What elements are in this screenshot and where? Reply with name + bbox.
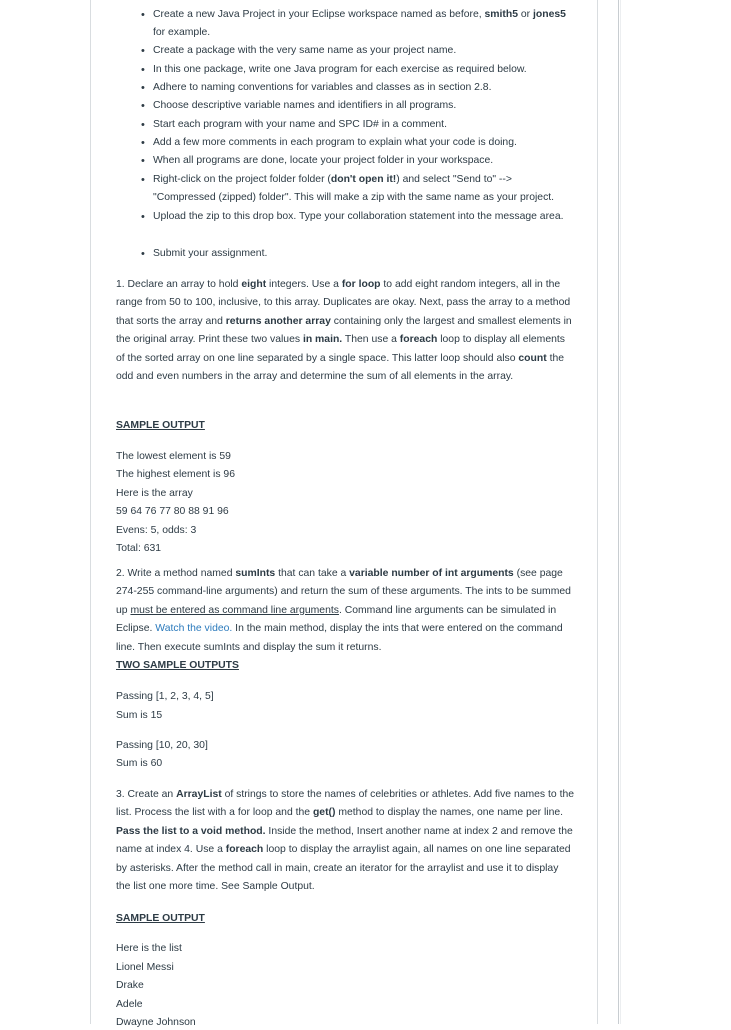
content-frame-left-border <box>90 0 91 1024</box>
output-line: The highest element is 96 <box>116 469 235 480</box>
bold-text: sumInts <box>235 568 276 579</box>
bold-text: don't open it! <box>330 174 397 185</box>
text-run: Adhere to naming conventions for variables and classes as in section 2.8. <box>153 82 492 93</box>
bold-text: get() <box>312 807 336 819</box>
text-run: Then use a <box>342 334 400 346</box>
text-run: to add eight random integers, all in the range from 50 to 100, inclusive, to this array. Duplicates are okay. Next, pass the array to a method that sorts the array and <box>116 279 571 327</box>
bold-text: foreach <box>399 334 438 346</box>
instruction-item <box>153 245 573 263</box>
instruction-item <box>153 171 573 208</box>
bold-text: Pass the list to a void method. <box>116 825 266 837</box>
output-line: Drake <box>116 980 144 991</box>
bold-text: ArrayList <box>176 789 222 800</box>
bold-text: eight <box>241 279 267 290</box>
exercise-1-description <box>116 276 574 386</box>
scrollbar-edge <box>620 0 621 1024</box>
output-line: Lionel Messi <box>116 962 174 973</box>
text-run: the odd and even numbers in the array and determine the sum of all elements in the array. <box>116 352 565 383</box>
output-line: Here is the list <box>116 943 182 954</box>
text-run: or <box>518 9 534 20</box>
text-run: In this one package, write one Java program for each exercise as required below. <box>153 64 527 75</box>
instruction-item <box>153 42 573 60</box>
exercise-2-description <box>116 565 574 657</box>
exercise-3-output-heading: SAMPLE OUTPUT <box>116 913 205 924</box>
text-run: . Command line arguments can be simulated in Eclipse. <box>116 604 557 635</box>
instruction-item <box>153 116 573 134</box>
exercise-1-output-heading: SAMPLE OUTPUT <box>116 420 205 431</box>
text-run: (see page 274-255 command-line arguments) and return the sum of these arguments. The ints to be summed up <box>116 568 571 616</box>
text-run: 2. Write a method named <box>116 568 236 579</box>
instruction-item <box>153 134 573 152</box>
text-run: for example. <box>153 27 211 39</box>
text-run: that can take a <box>275 568 350 579</box>
content-frame-right-border <box>597 0 598 1024</box>
text-run: Submit your assignment. <box>153 248 268 259</box>
instruction-item <box>153 61 573 79</box>
text-run: 3. Create an <box>116 789 177 800</box>
scrollbar-track[interactable] <box>618 0 619 1024</box>
output-line: The lowest element is 59 <box>116 451 231 462</box>
text-run: Add a few more comments in each program to explain what your code is doing. <box>153 137 517 148</box>
instruction-item <box>153 6 573 43</box>
text-run: Inside the method, Insert another name at index 2 and remove the name at index 4. Use a <box>116 825 573 856</box>
text-run: of strings to store the names of celebrities or athletes. Add five names to the list. Process the list with a for loop and the <box>116 789 575 819</box>
text-run: loop to display all elements of the sorted array on one line separated by a single space. This latter loop should also <box>116 334 565 364</box>
text-run: Start each program with your name and SPC ID# in a comment. <box>153 119 447 130</box>
bold-text: jones5 <box>533 9 566 20</box>
text-run: method to display the names, one name per line. <box>335 807 564 819</box>
text-run: When all programs are done, locate your project folder in your workspace. <box>153 155 494 166</box>
bold-text: smith5 <box>484 9 519 20</box>
output-line: Adele <box>116 999 143 1010</box>
bold-text: count <box>518 352 547 364</box>
text-run: In the main method, display the ints that were entered on the command line. Then execute sumInts and display the sum it returns. <box>116 623 563 653</box>
text-run: loop to display the arraylist again, all names on one line separated by asterisks. After the method call in main, create an iterator for the arraylist and use it to display the list one more time. See Sample Output. <box>116 844 571 893</box>
bold-text: for loop <box>341 279 381 290</box>
instruction-item <box>153 97 573 115</box>
output-line: Here is the array <box>116 488 193 499</box>
exercise-3-description <box>116 786 574 896</box>
text-run: Create a package with the very same name as your project name. <box>153 45 457 56</box>
output-line: Sum is 15 <box>116 710 163 721</box>
bold-text: foreach <box>225 844 264 856</box>
text-run: Create a new Java Project in your Eclipse workspace named as before, <box>153 9 485 20</box>
text-run: ) and select "Send to" --> "Compressed (zipped) folder". This will make a zip with the same name as your project. <box>153 174 555 204</box>
bold-text: in main. <box>302 334 343 346</box>
instruction-item <box>153 208 573 226</box>
text-run: Right-click on the project folder folder ( <box>153 174 331 185</box>
watch-video-link[interactable]: Watch the video. <box>155 623 233 635</box>
instruction-item <box>153 79 573 97</box>
output-line: Total: 631 <box>116 543 162 554</box>
text-run: 1. Declare an array to hold <box>116 279 242 290</box>
text-run: Upload the zip to this drop box. Type your collaboration statement into the message area. <box>153 211 564 222</box>
text-run: Choose descriptive variable names and identifiers in all programs. <box>153 100 457 111</box>
output-line: Sum is 60 <box>116 758 163 769</box>
exercise-2-output-heading: TWO SAMPLE OUTPUTS <box>116 660 239 671</box>
output-line: Passing [10, 20, 30] <box>116 740 208 751</box>
bold-text: returns another array <box>225 315 331 327</box>
bold-text: variable number of int arguments <box>349 568 514 579</box>
instruction-item <box>153 152 573 170</box>
output-line: Evens: 5, odds: 3 <box>116 525 197 536</box>
text-run: integers. Use a <box>266 279 342 290</box>
output-line: Passing [1, 2, 3, 4, 5] <box>116 691 214 702</box>
output-line: 59 64 76 77 80 88 91 96 <box>116 506 229 517</box>
underlined-text: must be entered as command line arguments <box>130 604 339 616</box>
text-run: containing only the largest and smallest elements in the original array. Print these two values <box>116 315 572 346</box>
output-line: Dwayne Johnson <box>116 1017 196 1028</box>
